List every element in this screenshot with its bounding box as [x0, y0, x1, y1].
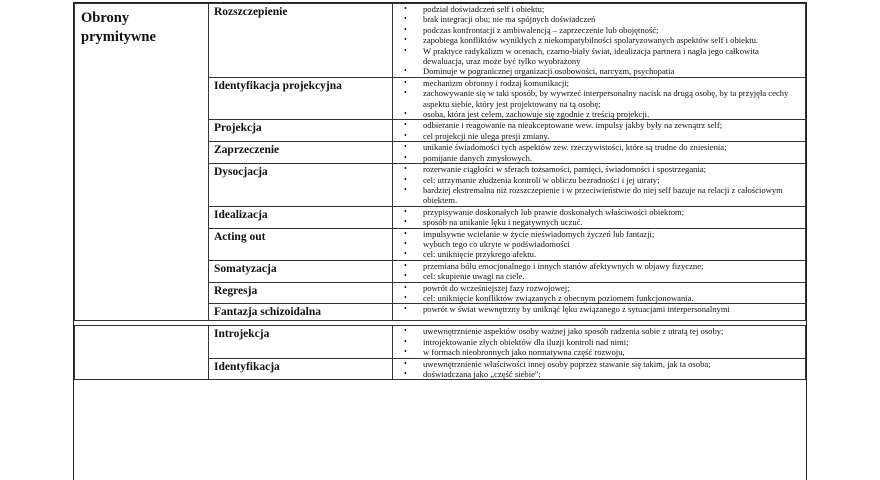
concept-name: Identyfikacja projekcyjna [214, 79, 342, 92]
description-cell [393, 326, 806, 358]
list-item: • sposób na unikanie lęku i negatywnych uczuć. [393, 217, 801, 227]
list-item: • przemiana bólu emocjonalnego i innych stanów afektywnych w objawy fizyczne; [393, 261, 801, 271]
concept-cell [209, 358, 393, 380]
description-cell [393, 206, 806, 228]
concept-cell [209, 77, 393, 120]
primitive-defenses-group [75, 4, 806, 321]
table-row [75, 326, 806, 358]
description-cell [393, 77, 806, 120]
description-list [393, 164, 805, 206]
list-item: • osoba, która jest celem, zachowuje się zgodnie z treścią projekcji. [393, 109, 801, 119]
concept-name: Dysocjacja [214, 166, 268, 179]
list-item: • bardziej ekstremalna niż rozszczepienie i w przeciwieństwie do niej self bazuje na relacji z całościowym obiektem. [393, 185, 801, 206]
list-item: • podział doświadczeń self i obiektu; [393, 4, 801, 14]
description-list [393, 326, 805, 357]
concept-cell [209, 260, 393, 282]
list-item: • przypisywanie doskonałych lub prawie doskonałych właściwości obiektom; [393, 207, 801, 217]
document-page [73, 2, 807, 480]
list-item: • cel: utrzymanie złudzenia kontroli w obliczu bezradności i jej utraty; [393, 175, 801, 185]
list-item: • brak integracji obu; nie ma spójnych doświadczeń [393, 14, 801, 24]
description-cell [393, 164, 806, 207]
concept-name: Zaprzeczenie [214, 144, 280, 157]
group-cell [75, 4, 209, 321]
description-list [393, 359, 805, 380]
description-cell [393, 4, 806, 78]
concept-name: Identyfikacja [214, 360, 280, 373]
list-item: • cel: uniknięcie konfliktów związanych z obecnym poziomem funkcjonowania. [393, 293, 801, 303]
list-item: • rozerwanie ciągłości w sferach tożsamości, pamięci, świadomości i spostrzegania; [393, 164, 801, 174]
list-item: • introjektowanie złych obiektów dla iluzji kontroli nad nimi; [393, 337, 801, 347]
list-item: • impulsywne wcielanie w życie nieświadomych życzeń lub fantazji; [393, 229, 801, 239]
list-item: • uwewnętrznienie właściwości innej osoby poprzez stawanie się takim, jak ta osoba; [393, 359, 801, 369]
list-item: • Dominuje w pogranicznej organizacji osobowości, narcyzm, psychopatia [393, 66, 801, 76]
list-item: • uwewnętrznienie aspektów osoby ważnej jako sposób radzenia sobie z utratą tej osoby; [393, 326, 801, 336]
other-defenses-group [75, 326, 806, 380]
list-item: • W praktyce radykalizm w ocenach, czarno-biały świat, idealizacja partnera i nagła jego całkowita dewaluacja, uraz może być tylko wyobrażony [393, 46, 801, 67]
concept-cell [209, 142, 393, 164]
concept-cell [209, 282, 393, 304]
concept-name: Somatyzacja [214, 262, 277, 275]
list-item: • doświadczana jako „część siebie"; [393, 369, 801, 379]
list-item: • zapobiega konfliktów wynikłych z niekompatybilności spolaryzowanych aspektów self i obiektu. [393, 35, 801, 45]
list-item: • mechanizm obronny i rodzaj komunikacji; [393, 78, 801, 88]
defense-mechanisms-table [74, 3, 806, 321]
group-title: Obrony prymitywne [81, 10, 156, 45]
concept-name: Regresja [214, 284, 258, 297]
description-list [393, 120, 805, 141]
description-list [393, 283, 805, 304]
description-list [393, 229, 805, 260]
list-item: • powrót w świat wewnętrzny by uniknąć lęku związanego z sytuacjami interpersonalnymi [393, 304, 801, 314]
list-item: • w formach nieobronnych jako normatywna część rozwoju, [393, 347, 801, 357]
concept-name: Introjekcja [214, 328, 270, 341]
concept-name: Projekcja [214, 122, 262, 135]
concept-cell [209, 326, 393, 358]
description-list [393, 78, 805, 120]
description-cell [393, 282, 806, 304]
description-list [393, 207, 805, 228]
description-cell [393, 304, 806, 321]
concept-cell [209, 164, 393, 207]
concept-cell [209, 120, 393, 142]
description-list [393, 4, 805, 77]
list-item: • zachowywanie się w taki sposób, by wywrzeć interpersonalny nacisk na drugą osobę, by ta przyjęła cechy aspektu siebie, który jest projektowany na tą osobę; [393, 88, 801, 109]
description-cell [393, 358, 806, 380]
description-cell [393, 260, 806, 282]
concept-cell [209, 304, 393, 321]
description-list [393, 261, 805, 282]
description-list [393, 142, 805, 163]
defense-mechanisms-table-continued [74, 325, 806, 380]
list-item: • wybuch tego co ukryte w podświadomości [393, 239, 801, 249]
list-item: • unikanie świadomości tych aspektów zew. rzeczywistości, które są trudne do zniesienia; [393, 142, 801, 152]
list-item: • podczas konfrontacji z ambiwalencją – zaprzeczenie lub obojętność; [393, 25, 801, 35]
list-item: • odbieranie i reagowanie na nieakceptowane wew. impulsy jakby były na zewnątrz self; [393, 120, 801, 130]
description-list [393, 304, 805, 314]
concept-cell [209, 206, 393, 228]
concept-name: Rozszczepienie [214, 6, 288, 18]
group-cell [75, 326, 209, 380]
description-cell [393, 142, 806, 164]
concept-cell [209, 4, 393, 78]
description-cell [393, 120, 806, 142]
description-cell [393, 228, 806, 260]
concept-name: Acting out [214, 230, 266, 243]
concept-cell [209, 228, 393, 260]
list-item: • cel: uniknięcie przykrego afektu. [393, 249, 801, 259]
list-item: • cel projekcji nie ulega presji zmiany. [393, 131, 801, 141]
list-item: • cel: skupienie uwagi na ciele. [393, 271, 801, 281]
table-row [75, 4, 806, 78]
concept-name: Idealizacja [214, 208, 268, 221]
list-item: • pomijanie danych zmysłowych. [393, 153, 801, 163]
list-item: • powrót do wcześniejszej fazy rozwojowej; [393, 283, 801, 293]
concept-name: Fantazja schizoidalna [214, 306, 322, 319]
